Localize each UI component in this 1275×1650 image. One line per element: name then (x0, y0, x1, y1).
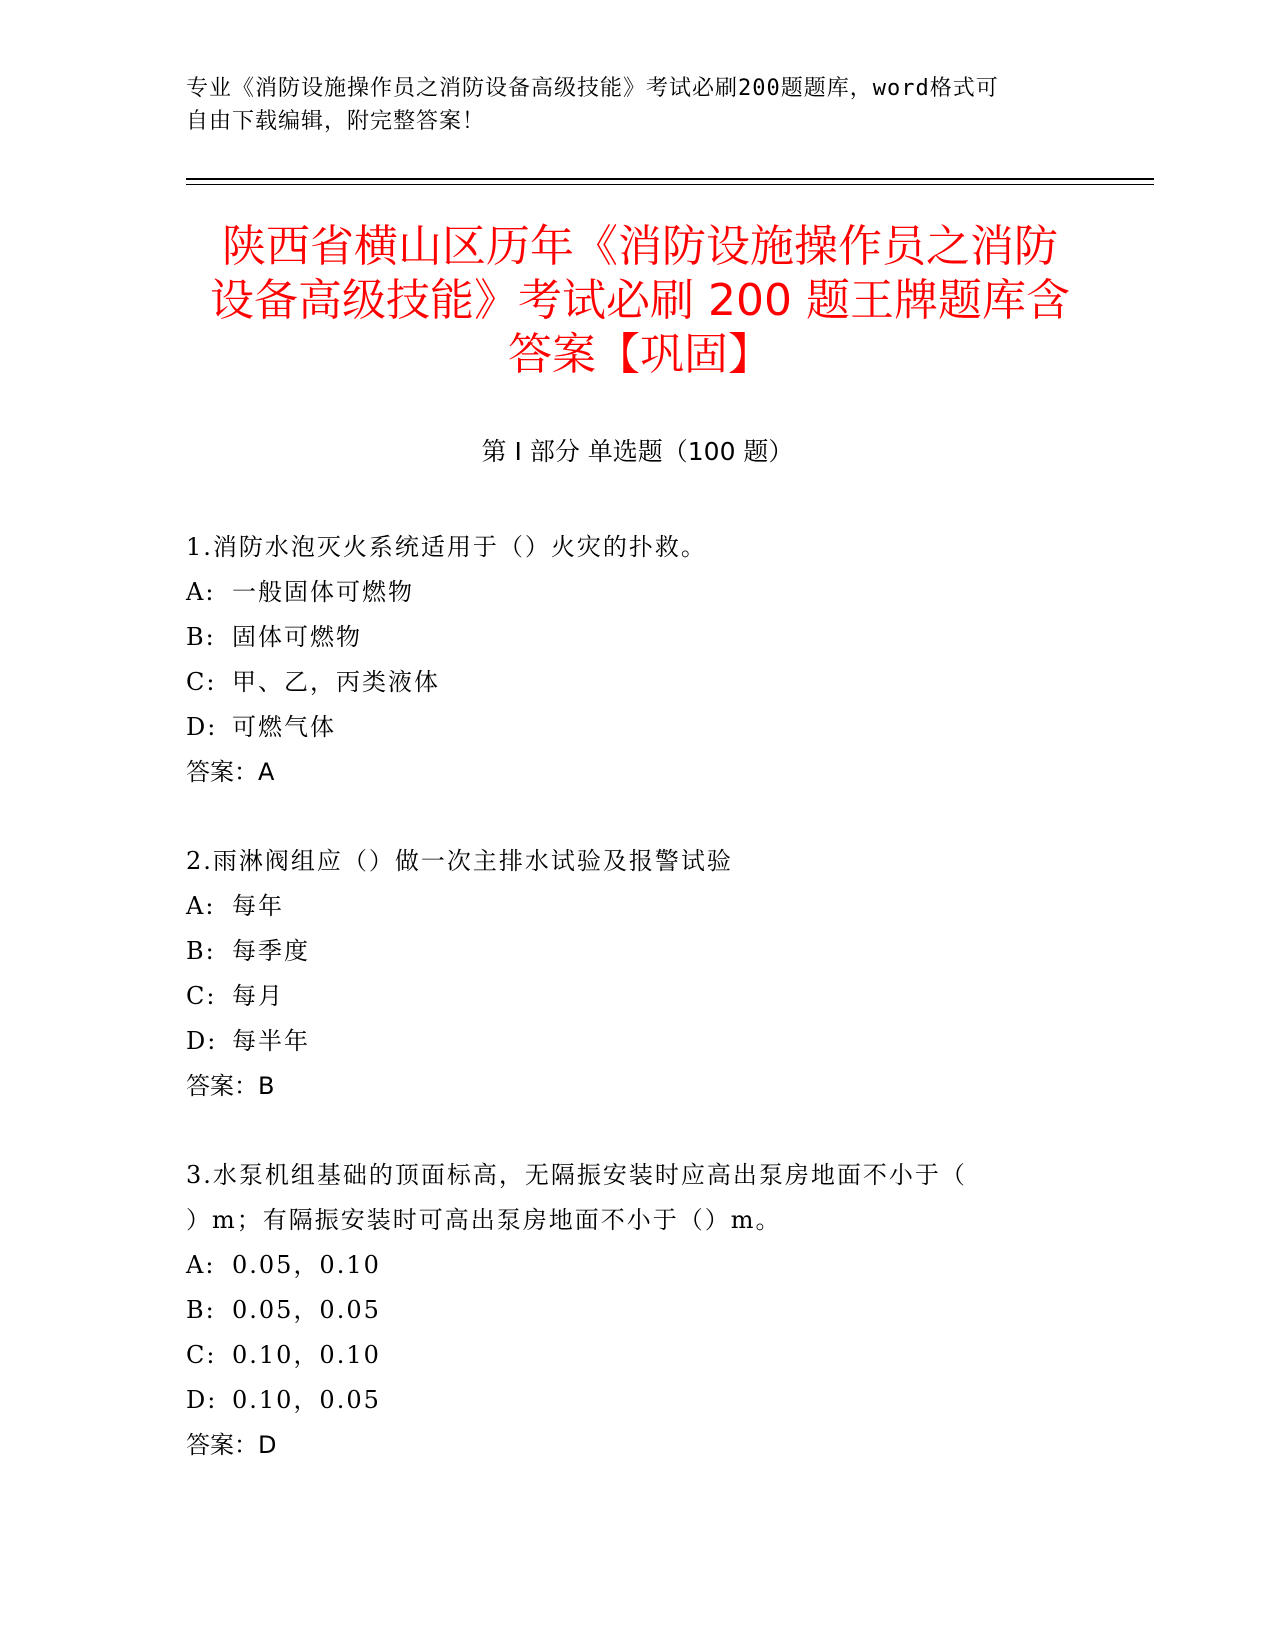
option-key: B: (186, 937, 216, 965)
option-c (186, 660, 1086, 705)
option-text: 每半年 (232, 1027, 310, 1055)
option-key: A: (186, 578, 216, 606)
document-title-line-2: 设备高级技能》考试必刷 200 题王牌题库含 (210, 275, 1070, 326)
header-note (186, 72, 1066, 138)
option-b (186, 1288, 1086, 1333)
option-key: B: (186, 623, 216, 651)
header-divider-thin (186, 184, 1154, 185)
option-c (186, 1333, 1086, 1378)
section-title: 第 I 部分 单选题（100 题） (481, 437, 794, 466)
option-key: A: (186, 892, 216, 920)
option-text: 可燃气体 (232, 713, 336, 741)
document-title-line-3: 答案【巩固】 (508, 329, 772, 380)
option-text: 0.10，0.05 (232, 1386, 381, 1414)
document-title (140, 220, 1140, 382)
option-text: 0.05，0.10 (232, 1251, 381, 1279)
question-item (186, 1153, 1086, 1468)
option-key: D: (186, 713, 218, 741)
option-key: A: (186, 1251, 216, 1279)
question-stem: 1.消防水泡灭火系统适用于（）火灾的扑救。 (186, 533, 707, 561)
answer: 答案：B (186, 1072, 275, 1100)
header-note-line-2: 自由下载编辑，附完整答案！ (186, 109, 486, 134)
answer: 答案：D (186, 1431, 277, 1459)
option-d (186, 705, 1086, 750)
option-c (186, 974, 1086, 1019)
option-text: 一般固体可燃物 (232, 578, 414, 606)
document-title-line-1: 陕西省横山区历年《消防设施操作员之消防 (222, 221, 1058, 272)
question-stem-line-2: ）m；有隔振安装时可高出泵房地面不小于（）m。 (186, 1206, 782, 1234)
option-a (186, 884, 1086, 929)
option-a (186, 1243, 1086, 1288)
option-b (186, 929, 1086, 974)
option-b (186, 615, 1086, 660)
option-key: C: (186, 982, 217, 1010)
answer: 答案：A (186, 758, 275, 786)
header-divider-thick (186, 178, 1154, 180)
option-text: 0.10，0.10 (232, 1341, 381, 1369)
option-text: 固体可燃物 (232, 623, 362, 651)
option-d (186, 1378, 1086, 1423)
question-item (186, 525, 1086, 795)
question-stem: 2.雨淋阀组应（）做一次主排水试验及报警试验 (186, 847, 733, 875)
question-list (186, 525, 1086, 1512)
header-note-line-1: 专业《消防设施操作员之消防设备高级技能》考试必刷200题题库，word格式可 (186, 76, 999, 101)
option-text: 每季度 (232, 937, 310, 965)
option-text: 每年 (232, 892, 284, 920)
option-key: C: (186, 1341, 217, 1369)
option-key: D: (186, 1386, 218, 1414)
option-key: D: (186, 1027, 218, 1055)
question-item (186, 839, 1086, 1109)
option-d (186, 1019, 1086, 1064)
question-stem-line-1: 3.水泵机组基础的顶面标高，无隔振安装时应高出泵房地面不小于（ (186, 1161, 967, 1189)
option-text: 甲、乙，丙类液体 (232, 668, 440, 696)
option-a (186, 570, 1086, 615)
option-text: 每月 (232, 982, 284, 1010)
option-key: B: (186, 1296, 216, 1324)
option-key: C: (186, 668, 217, 696)
option-text: 0.05，0.05 (232, 1296, 381, 1324)
